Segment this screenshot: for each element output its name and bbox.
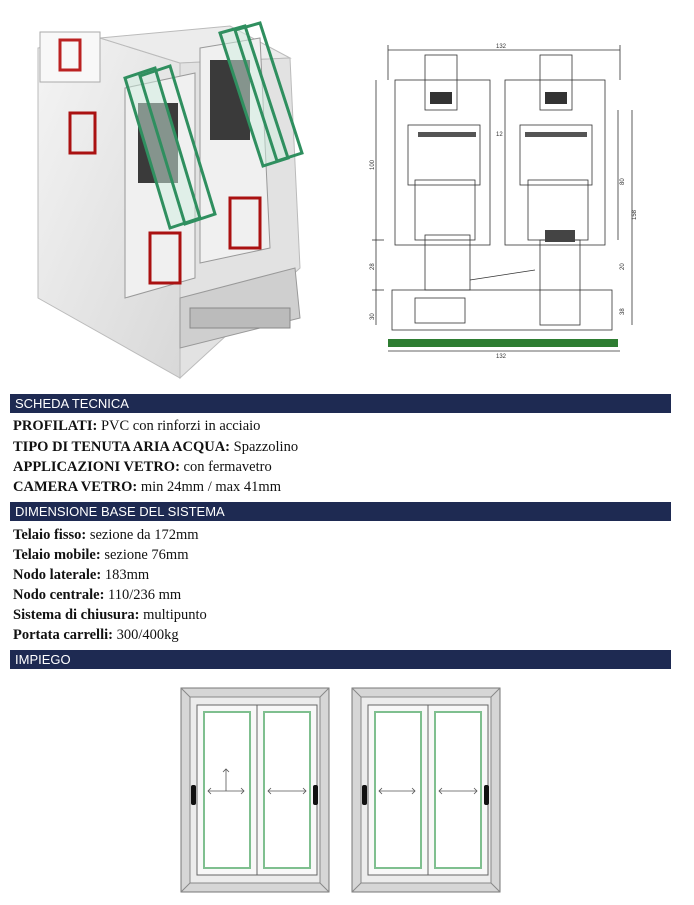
dim-bottom: 132 bbox=[496, 354, 507, 360]
window-diagram-1 bbox=[180, 687, 330, 893]
dim-right-80: 80 bbox=[620, 178, 626, 185]
dim-mid-12: 12 bbox=[496, 132, 503, 138]
spec-row-vetro: APPLICAZIONI VETRO: con fermavetro bbox=[13, 459, 272, 475]
spec-row-profilati: PROFILATI: PVC con rinforzi in acciaio bbox=[13, 418, 261, 434]
dim-row-telaio-mobile: Telaio mobile: sezione 76mm bbox=[13, 547, 189, 563]
section-header-scheda-tecnica: SCHEDA TECNICA bbox=[10, 394, 671, 413]
dim-left-28: 28 bbox=[370, 263, 376, 270]
dim-row-telaio-fisso: Telaio fisso: sezione da 172mm bbox=[13, 527, 199, 543]
dim-row-nodo-laterale: Nodo laterale: 183mm bbox=[13, 567, 150, 583]
spec-row-camera: CAMERA VETRO: min 24mm / max 41mm bbox=[13, 479, 281, 495]
dim-row-portata: Portata carrelli: 300/400kg bbox=[13, 627, 179, 643]
dim-left-30: 30 bbox=[370, 313, 376, 320]
section-header-impiego: IMPIEGO bbox=[10, 650, 671, 669]
dim-left-100: 100 bbox=[370, 159, 376, 170]
dim-right-38: 38 bbox=[620, 308, 626, 315]
dim-row-nodo-centrale: Nodo centrale: 110/236 mm bbox=[13, 587, 182, 603]
dim-right-20: 20 bbox=[620, 263, 626, 270]
section-header-dimensione: DIMENSIONE BASE DEL SISTEMA bbox=[10, 502, 671, 521]
spec-row-tenuta: TIPO DI TENUTA ARIA ACQUA: Spazzolino bbox=[13, 439, 299, 455]
profile-3d-render bbox=[30, 18, 330, 380]
dim-right-158: 158 bbox=[632, 209, 638, 220]
dim-top: 132 bbox=[496, 44, 507, 50]
dim-row-chiusura: Sistema di chiusura: multipunto bbox=[13, 607, 207, 623]
cross-section-drawing bbox=[370, 40, 640, 360]
window-diagram-2 bbox=[351, 687, 501, 893]
